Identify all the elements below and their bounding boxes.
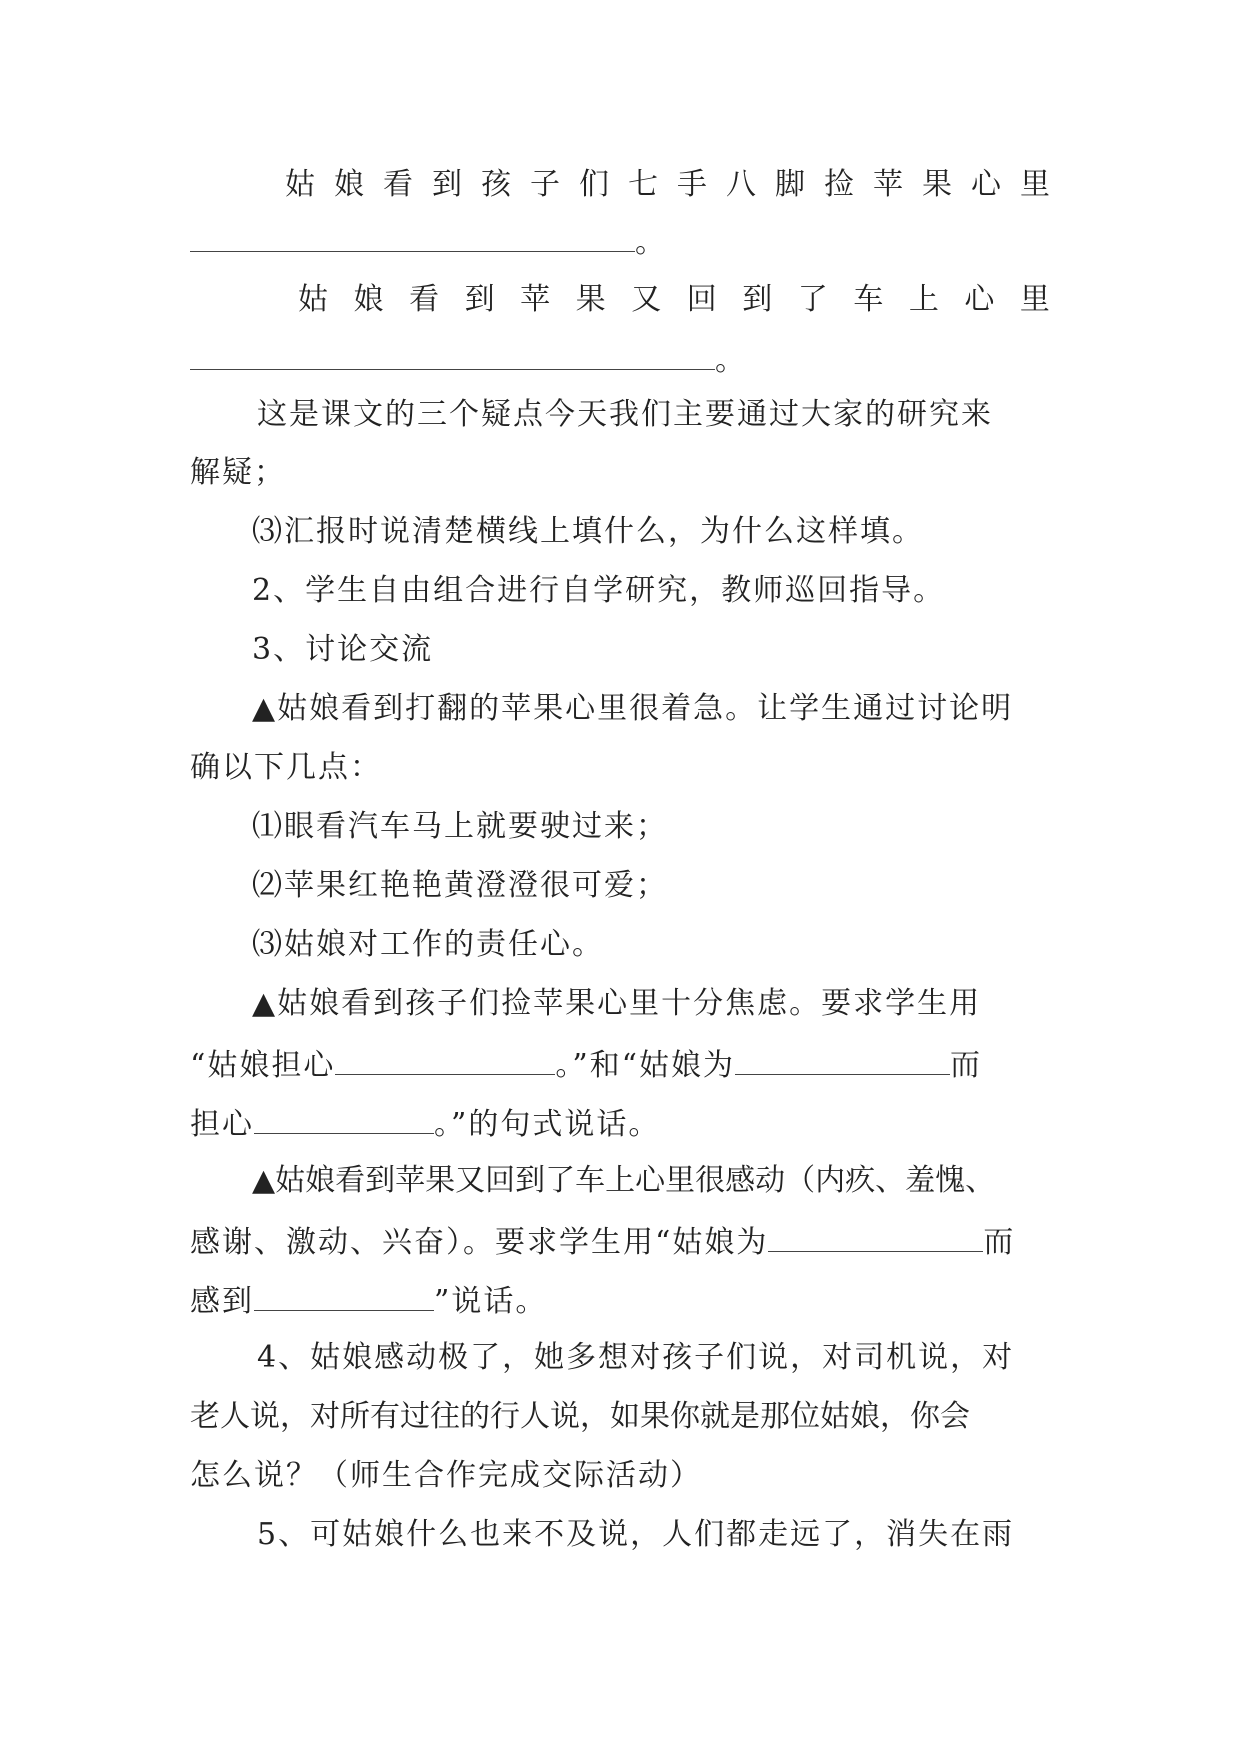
paragraph-line: ▲姑娘看到打翻的苹果心里很着急。让学生通过讨论明 [252, 691, 1014, 726]
paragraph-line: 老人说，对所有过往的行人说，如果你就是那位姑娘，你会 [190, 1399, 970, 1434]
answer-blank[interactable] [190, 215, 635, 252]
text: 而 [950, 1048, 983, 1083]
paragraph-line [190, 1038, 1050, 1088]
paragraph-line: 2、学生自由组合进行自学研究，教师巡回指导。 [252, 573, 946, 608]
char: 八 [726, 167, 756, 202]
char: 果 [575, 282, 606, 317]
paragraph-line: 这是课文的三个疑点今天我们主要通过大家的研究来 [257, 397, 993, 432]
period: 。 [635, 225, 667, 260]
char: 娘 [353, 282, 384, 317]
char: 果 [922, 167, 952, 202]
paragraph-line [190, 1215, 1050, 1265]
text: 感谢、激动、兴奋）。要求学生用“姑娘为 [190, 1225, 769, 1260]
paragraph-line: ▲姑娘看到苹果又回到了车上心里很感动（内疚、羞愧、 [252, 1163, 996, 1198]
char: 看 [409, 282, 440, 317]
text: 而 [983, 1225, 1016, 1260]
fill-blank-sentence-1 [285, 160, 1050, 210]
char: 里 [1019, 282, 1050, 317]
answer-blank[interactable] [254, 1097, 434, 1134]
paragraph-line: 5、可姑娘什么也来不及说，人们都走远了，消失在雨 [257, 1517, 1015, 1552]
char: 苹 [873, 167, 903, 202]
fill-blank-line-2 [190, 333, 1050, 383]
answer-blank[interactable] [768, 1215, 983, 1252]
char: 姑 [285, 167, 315, 202]
char: 苹 [520, 282, 551, 317]
fill-blank-sentence-2 [298, 275, 1050, 325]
fill-blank-line-1 [190, 215, 1050, 265]
char: 捡 [824, 167, 854, 202]
char: 孩 [481, 167, 511, 202]
answer-blank[interactable] [190, 333, 715, 370]
paragraph-line: ⑶汇报时说清楚横线上填什么，为什么这样填。 [252, 514, 924, 549]
char: 车 [853, 282, 884, 317]
char: 到 [464, 282, 495, 317]
text: 。”和“姑娘为 [555, 1048, 736, 1083]
char: 手 [677, 167, 707, 202]
answer-blank[interactable] [735, 1038, 950, 1075]
section-heading: 3、讨论交流 [252, 632, 434, 667]
paragraph-line: ▲姑娘看到孩子们捡苹果心里十分焦虑。要求学生用 [252, 986, 982, 1021]
char: 们 [579, 167, 609, 202]
paragraph-line: 怎么说？（师生合作完成交际活动） [190, 1458, 702, 1493]
char: 心 [971, 167, 1001, 202]
period: 。 [715, 343, 747, 378]
char: 又 [631, 282, 662, 317]
char: 回 [686, 282, 717, 317]
answer-blank[interactable] [254, 1274, 434, 1311]
char: 姑 [298, 282, 328, 317]
text: 。”的句式说话。 [434, 1107, 661, 1142]
char: 到 [432, 167, 462, 202]
char: 到 [742, 282, 773, 317]
list-item: ⑶姑娘对工作的责任心。 [252, 927, 604, 962]
char: 七 [628, 167, 658, 202]
char: 脚 [775, 167, 805, 202]
char: 了 [797, 282, 828, 317]
char: 心 [964, 282, 995, 317]
text: “姑娘担心 [190, 1048, 336, 1083]
paragraph-line [190, 1097, 1050, 1147]
char: 娘 [334, 167, 364, 202]
char: 子 [530, 167, 560, 202]
text: 担心 [190, 1107, 254, 1142]
char: 上 [908, 282, 939, 317]
list-item: ⑴眼看汽车马上就要驶过来； [252, 809, 668, 844]
paragraph-line: 4、姑娘感动极了，她多想对孩子们说，对司机说，对 [257, 1340, 1015, 1375]
char: 看 [383, 167, 413, 202]
text: ”说话。 [434, 1284, 548, 1319]
paragraph-line [190, 1274, 1050, 1324]
text: 感到 [190, 1284, 254, 1319]
char: 里 [1020, 167, 1050, 202]
list-item: ⑵苹果红艳艳黄澄澄很可爱； [252, 868, 668, 903]
answer-blank[interactable] [335, 1038, 555, 1075]
paragraph-line: 确以下几点： [190, 750, 382, 785]
paragraph-line: 解疑； [190, 455, 286, 490]
